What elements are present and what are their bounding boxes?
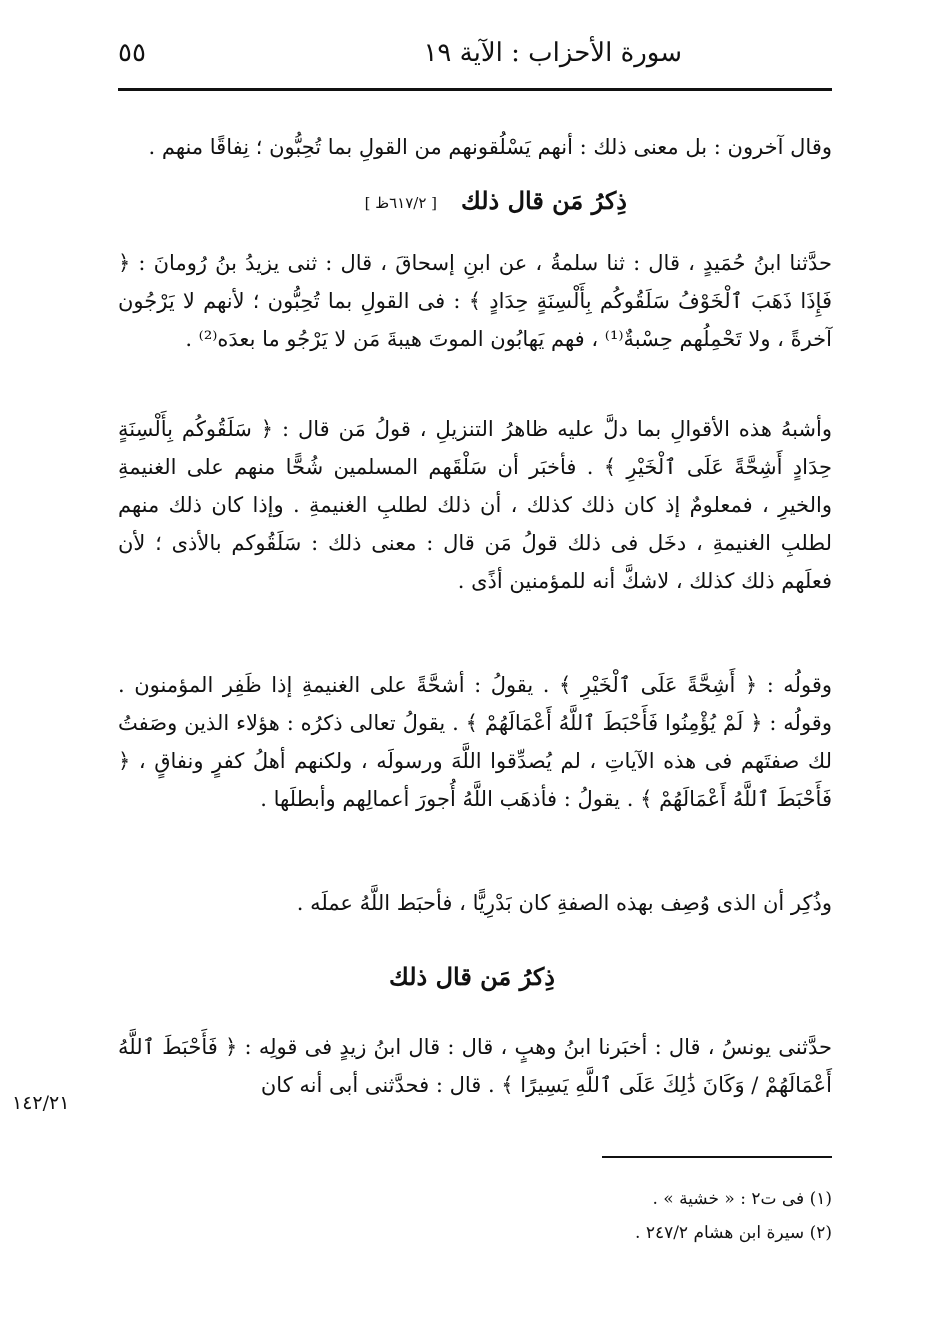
section-heading-2: ذِكرُ مَن قال ذلك [389,962,555,991]
paragraph-6: حدَّثنى يونسُ ، قال : أخبَرنا ابنُ وهبٍ ، قال : قال ابنُ زيدٍ فى قولِه : ﴿ فَأَحْبَطَ ٱللَّهُ أَعْمَالَهُمْ / وَكَانَ ذَٰلِكَ عَلَى ٱللَّهِ يَسِيرًا ﴾ . قال : فحدَّثنى أبى أنه كان [118,1035,832,1097]
running-title: سورة الأحزاب : الآية ١٩ [423,38,682,68]
header-rule [118,88,832,91]
margin-reference: ١٤٢/٢١ [12,1092,70,1114]
paragraph-5: وذُكِر أن الذى وُصِف بهذه الصفةِ كان بَدْرِيًّا ، فأحبَط اللَّهُ عملَه . [296,891,832,915]
footnote-rule [602,1156,832,1158]
paragraph-3: وأشبهُ هذه الأقوالِ بما دلَّ عليه ظاهرُ التنزيلِ ، قولُ مَن قال : ﴿ سَلَقُوكُم بِأَلْسِنَةٍ حِدَادٍ أَشِحَّةً عَلَى ٱلْخَيْرِ ﴾ . فأخبَر أن سَلْقَهم المسلمين شُحًّا منهم على الغنيمةِ والخيرِ ، فمعلومٌ إذ كان ذلك كذلك ، أن ذلك لطلبِ الغنيمةِ . وإذا كان ذلك منهم لطلبِ الغنيمةِ ، دخَل فى ذلك قولُ مَن قال : معنى ذلك : سَلَقُوكم بالأذى ؛ لأن فعلَهم ذلك كذلك ، لاشكَّ أنه للمؤمنين أذًى . [118,417,832,593]
page-header [118,38,832,82]
paragraph-4: وقولُه : ﴿ أَشِحَّةً عَلَى ٱلْخَيْرِ ﴾ . يقولُ : أشحَّةً على الغنيمةِ إذا ظَفِر المؤمنون . وقولُه : ﴿ لَمْ يُؤْمِنُوا فَأَحْبَطَ ٱللَّهُ أَعْمَالَهُمْ ﴾ . يقولُ تعالى ذكرُه : هؤلاء الذين وصَفتُ لك صفتَهم فى هذه الآياتِ ، لم يُصدِّقوا اللَّهَ ورسولَه ، ولكنهم أهلُ كفرٍ ونفاقٍ ، ﴿ فَأَحْبَطَ ٱللَّهُ أَعْمَالَهُمْ ﴾ . يقولُ : فأذهَب اللَّهُ أُجورَ أعمالِهم وأبطلَها . [118,673,832,811]
paragraph-2: حدَّثنا ابنُ حُمَيدٍ ، قال : ثنا سلمةُ ، عن ابنِ إسحاقَ ، قال : ثنى يزيدُ بنُ رُومانَ : ﴿ فَإِذَا ذَهَبَ ٱلْخَوْفُ سَلَقُوكُم بِأَلْسِنَةٍ حِدَادٍ ﴾ : فى القولِ بما تُحِبُّون ؛ لأنهم لا يَرْجُون آخرةً ، ولا تَحْمِلُهم حِسْبةٌ⁽¹⁾ ، فهم يَهابُون الموتَ هيبةَ مَن لا يَرْجُو ما بعدَه⁽²⁾ . [118,251,832,351]
paragraph-1: وقال آخرون : بل معنى ذلك : أنهم يَسْلُقونهم من القولِ بما تُحِبُّون ؛ نِفاقًا منهم . [148,135,832,159]
footnotes [635,1182,832,1250]
footnote-1: (١) فى ت٢ : « خشية » . [652,1189,832,1209]
page-number: ٥٥ [118,38,146,68]
footnote-2: (٢) سيرة ابن هشام ٢٤٧/٢ . [635,1223,832,1243]
section-heading-1: ذِكرُ مَن قال ذلك [461,186,627,215]
manuscript-reference: [ ٦١٧/٢ظ ] [364,194,437,212]
